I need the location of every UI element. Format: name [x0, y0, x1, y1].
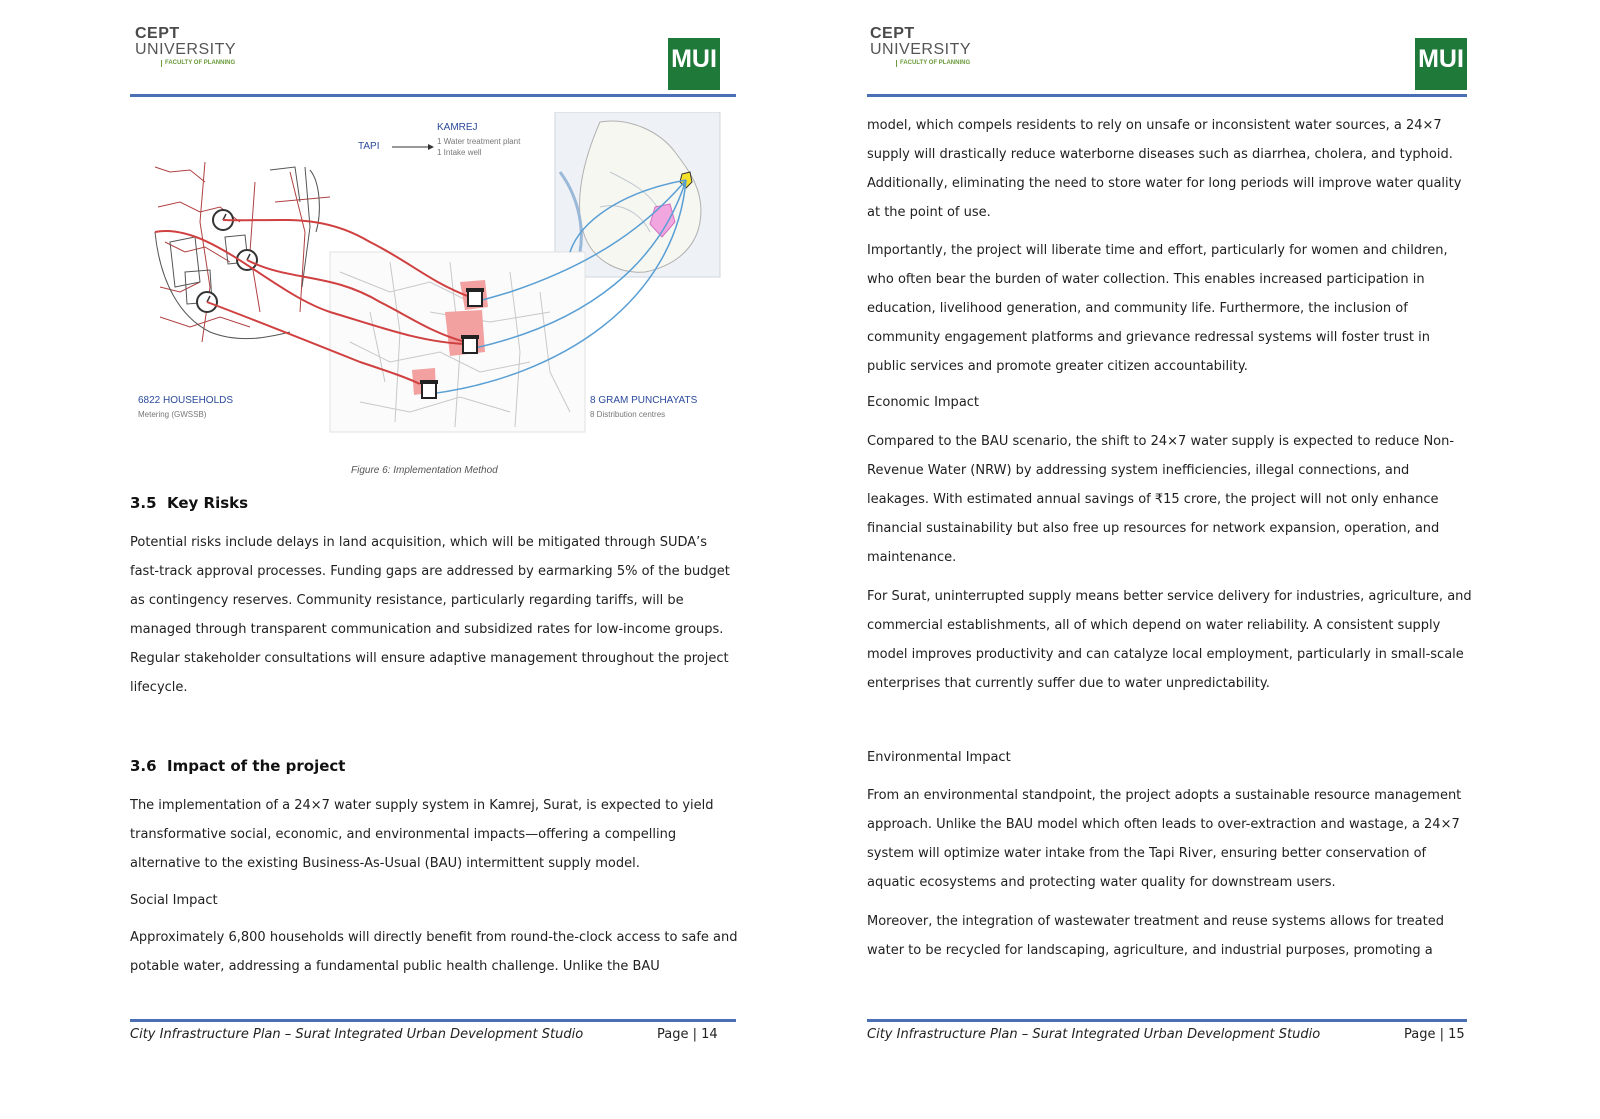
tank-icon-2 — [463, 337, 477, 353]
section-heading-key-risks: 3.5 Key Risks — [130, 494, 249, 512]
figure-caption: Figure 6: Implementation Method — [351, 465, 498, 476]
section-heading-impact: 3.6 Impact of the project — [130, 757, 346, 775]
header-rule — [867, 94, 1467, 97]
footer-rule — [867, 1019, 1467, 1022]
households-label: 6822 HOUSEHOLDS — [138, 395, 234, 406]
header-rule — [130, 94, 736, 97]
time-effort-paragraph: Importantly, the project will liberate time and effort, particularly for women and children, who often bear the burden of water collection. This enables increased participation in education, livelihood generation, and community life. Furthermore, the inclusion of community engagement platforms and grievance redressal systems will foster trust in public services and promote greater citizen accountability. — [867, 243, 1448, 374]
gram-panchayats-label: 8 GRAM PUNCHAYATS — [590, 395, 698, 406]
footer-rule — [130, 1019, 736, 1022]
page-number: Page | 14 — [657, 1027, 718, 1042]
social-impact-continued-paragraph: model, which compels residents to rely on unsafe or inconsistent water sources, a 24×7 supply will drastically reduce waterborne diseases such as diarrhea, cholera, and typhoid. Additionally, eliminating the need to store water for long periods will improve water quality at the point of use. — [867, 118, 1462, 220]
tapi-label: TAPI — [358, 141, 380, 152]
economic-impact-heading: Economic Impact — [867, 395, 980, 410]
mui-logo: MUI — [668, 38, 720, 90]
tank-icon-3 — [422, 382, 436, 398]
page-15 — [735, 0, 1535, 1119]
cept-university-logo: CEPT UNIVERSITY FACULTY OF PLANNING — [135, 26, 245, 67]
economic-surat-paragraph: For Surat, uninterrupted supply means better service delivery for industries, agriculture, and commercial establishments, all of which depend on water reliability. A consistent supply model improves productivity and can catalyze local employment, particularly in small-scale enterprises that currently suffer due to water unpredictability. — [867, 589, 1472, 691]
footer-title: City Infrastructure Plan – Surat Integrated Urban Development Studio — [867, 1027, 1321, 1042]
tank-icon-1 — [468, 290, 482, 306]
mui-logo: MUI — [1415, 38, 1467, 90]
kamrej-label: KAMREJ — [437, 122, 478, 133]
implementation-method-figure — [130, 112, 735, 452]
households-sublabel: Metering (GWSSB) — [138, 410, 207, 419]
wastewater-paragraph: Moreover, the integration of wastewater treatment and reuse systems allows for treated water to be recycled for landscaping, agriculture, and industrial purposes, promoting a — [867, 914, 1444, 958]
economic-nrw-paragraph: Compared to the BAU scenario, the shift to 24×7 water supply is expected to reduce Non-Revenue Water (NRW) by addressing system inefficiencies, illegal connections, and leakages. With estimated annual savings of ₹15 crore, the project will not only enhance financial sustainability but also free up resources for network expansion, operation, and maintenance. — [867, 434, 1455, 565]
page-number: Page | 15 — [1404, 1027, 1465, 1042]
environmental-paragraph: From an environmental standpoint, the project adopts a sustainable resource management approach. Unlike the BAU model which often leads to over-extraction and wastage, a 24×7 system will optimize water intake from the Tapi River, ensuring better conservation of aquatic ecosystems and protecting water quality for downstream users. — [867, 788, 1462, 890]
key-risks-paragraph: Potential risks include delays in land acquisition, which will be mitigated through SUDA’s fast-track approval processes. Funding gaps are addressed by earmarking 5% of the budget as contingency reserves. Community resistance, particularly regarding tariffs, will be managed through transparent communication and subsidized rates for low-income groups. Regular stakeholder consultations will ensure adaptive management throughout the project lifecycle. — [130, 535, 730, 695]
footer-title: City Infrastructure Plan – Surat Integrated Urban Development Studio — [130, 1027, 584, 1042]
gram-panchayats-sublabel: 8 Distribution centres — [590, 410, 666, 419]
social-impact-heading: Social Impact — [130, 893, 218, 908]
cept-university-logo: CEPT UNIVERSITY FACULTY OF PLANNING — [870, 26, 980, 67]
kamrej-sublabel-1: 1 Water treatment plant — [437, 137, 521, 146]
kamrej-sublabel-2: 1 Intake well — [437, 148, 482, 157]
social-impact-paragraph: Approximately 6,800 households will directly benefit from round-the-clock access to safe and potable water, addressing a fundamental public health challenge. Unlike the BAU — [130, 930, 738, 974]
impact-intro-paragraph: The implementation of a 24×7 water supply system in Kamrej, Surat, is expected to yield transformative social, economic, and environmental impacts—offering a compelling alternative to the existing Business-As-Usual (BAU) intermittent supply model. — [130, 798, 714, 871]
environmental-impact-heading: Environmental Impact — [867, 750, 1011, 765]
